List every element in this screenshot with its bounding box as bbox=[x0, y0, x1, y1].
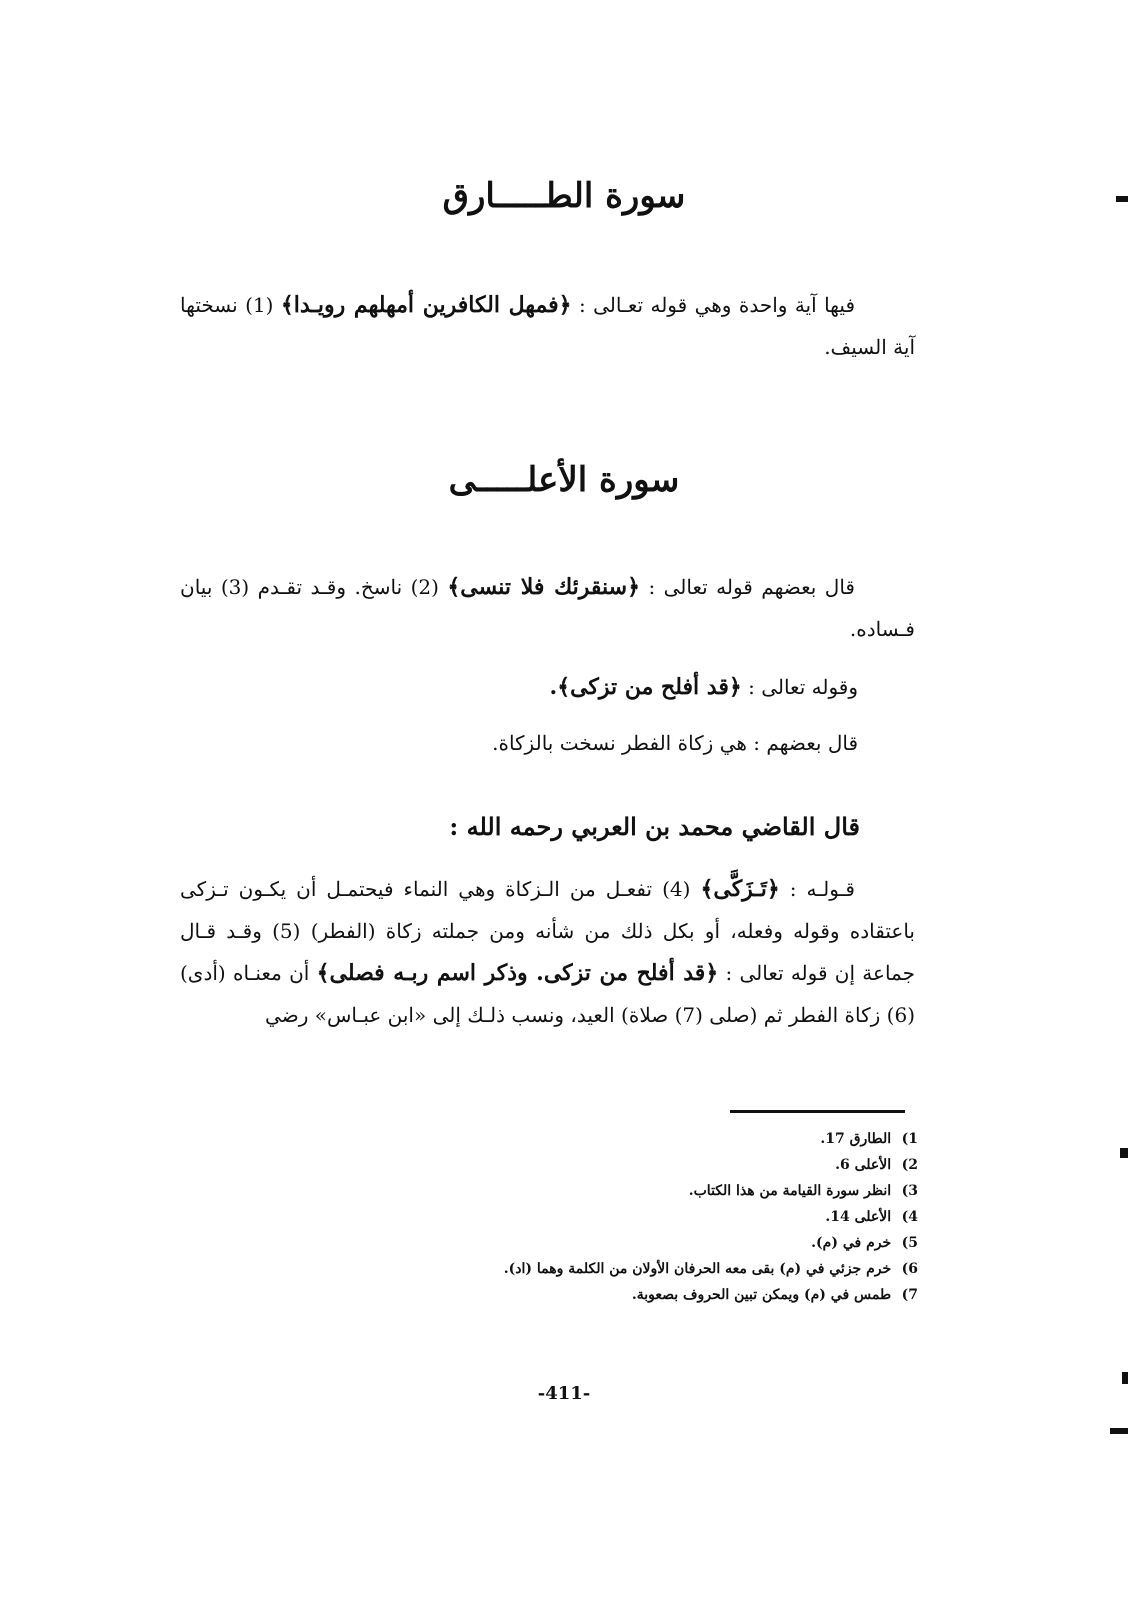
footnote-number: 4) bbox=[901, 1209, 918, 1225]
scan-edge-mark bbox=[1110, 1428, 1128, 1434]
text-segment: (1) نسختها آية السيف. bbox=[180, 293, 915, 359]
footnote-item bbox=[218, 1178, 918, 1204]
scan-edge-mark bbox=[1120, 1148, 1128, 1158]
footnote-item bbox=[218, 1230, 918, 1256]
paragraph-commentary bbox=[180, 868, 915, 1036]
footnote-separator bbox=[730, 1110, 905, 1113]
text-segment: (4) تفعـل من الـزكاة وهي النماء فيحتمـل أن يكـون تـزكى باعتقاده وقوله وفعله، أو بكل ذلك من شأنه ومن جملته زكاة (الفطر) (5) وقـد قـال جماعة إن قوله تعالى : bbox=[180, 877, 915, 985]
paragraph-ala-3: قال بعضهم : هي زكاة الفطر نسخت بالزكاة. bbox=[492, 731, 858, 755]
footnote-text: خرم جزئي في (م) بقى معه الحرفان الأولان من الكلمة وهما (اد). bbox=[503, 1261, 892, 1277]
paragraph-tariq bbox=[180, 284, 915, 368]
text-segment: قال بعضهم قوله تعالى : bbox=[640, 575, 855, 599]
footnote-number: 3) bbox=[901, 1183, 918, 1199]
paragraph-ala-2 bbox=[550, 666, 858, 708]
footnote-number: 1) bbox=[901, 1131, 918, 1147]
footnote-number: 6) bbox=[901, 1261, 918, 1277]
quran-quote: ﴿فمهل الكافرين أمهلهم رويـدا﴾ bbox=[280, 292, 572, 318]
quran-quote: ﴿قد أفلح من تزكى﴾. bbox=[549, 674, 742, 700]
footnote-number: 7) bbox=[901, 1287, 918, 1303]
section-heading-qadi: قال القاضي محمد بن العربي رحمه الله : bbox=[449, 812, 860, 841]
quran-quote: ﴿تَـزَكَّى﴾ bbox=[700, 876, 780, 902]
text-segment: أن معنـاه (أدى) (6) زكاة الفطر ثم (صلى (7) صلاة) العيد، ونسب ذلـك إلى «ابن عبـاس» رضي bbox=[180, 961, 915, 1027]
paragraph-ala-1 bbox=[180, 566, 915, 650]
footnote-number: 5) bbox=[901, 1235, 918, 1251]
page-number: -411- bbox=[537, 1383, 591, 1404]
footnote-item bbox=[218, 1282, 918, 1308]
footnote-text: انظر سورة القيامة من هذا الكتاب. bbox=[688, 1183, 892, 1199]
surah-title-tariq: سورة الطـــــارق bbox=[442, 176, 686, 216]
text-segment: وقوله تعالى : bbox=[741, 675, 858, 699]
footnote-item bbox=[218, 1256, 918, 1282]
footnote-number: 2) bbox=[901, 1157, 918, 1173]
text-segment: فيها آية واحدة وهي قوله تعـالى : bbox=[571, 293, 855, 317]
quran-quote: ﴿سنقرئك فلا تنسى﴾ bbox=[447, 574, 641, 600]
footnote-item bbox=[218, 1204, 918, 1230]
footnotes-list bbox=[218, 1126, 918, 1308]
text-segment: (2) ناسخ. وقـد تقـدم (3) بيان فـساده. bbox=[180, 575, 915, 641]
footnote-item bbox=[218, 1152, 918, 1178]
surah-title-ala: سورة الأعلـــــى bbox=[448, 460, 680, 500]
footnote-text: خرم في (م). bbox=[811, 1235, 892, 1251]
footnote-item bbox=[218, 1126, 918, 1152]
scan-edge-mark bbox=[1122, 1372, 1128, 1384]
scan-edge-mark bbox=[1116, 196, 1128, 202]
quran-quote: ﴿قد أفلح من تزكى. وذكر اسم ربـه فصلى﴾ bbox=[316, 960, 719, 986]
text-segment: قـولـه : bbox=[779, 877, 855, 901]
footnote-text: الأعلى 14. bbox=[825, 1209, 892, 1225]
footnote-text: الطارق 17. bbox=[820, 1131, 892, 1147]
footnote-text: الأعلى 6. bbox=[835, 1157, 892, 1173]
footnote-text: طمس في (م) ويمكن تبين الحروف بصعوبة. bbox=[631, 1287, 892, 1303]
